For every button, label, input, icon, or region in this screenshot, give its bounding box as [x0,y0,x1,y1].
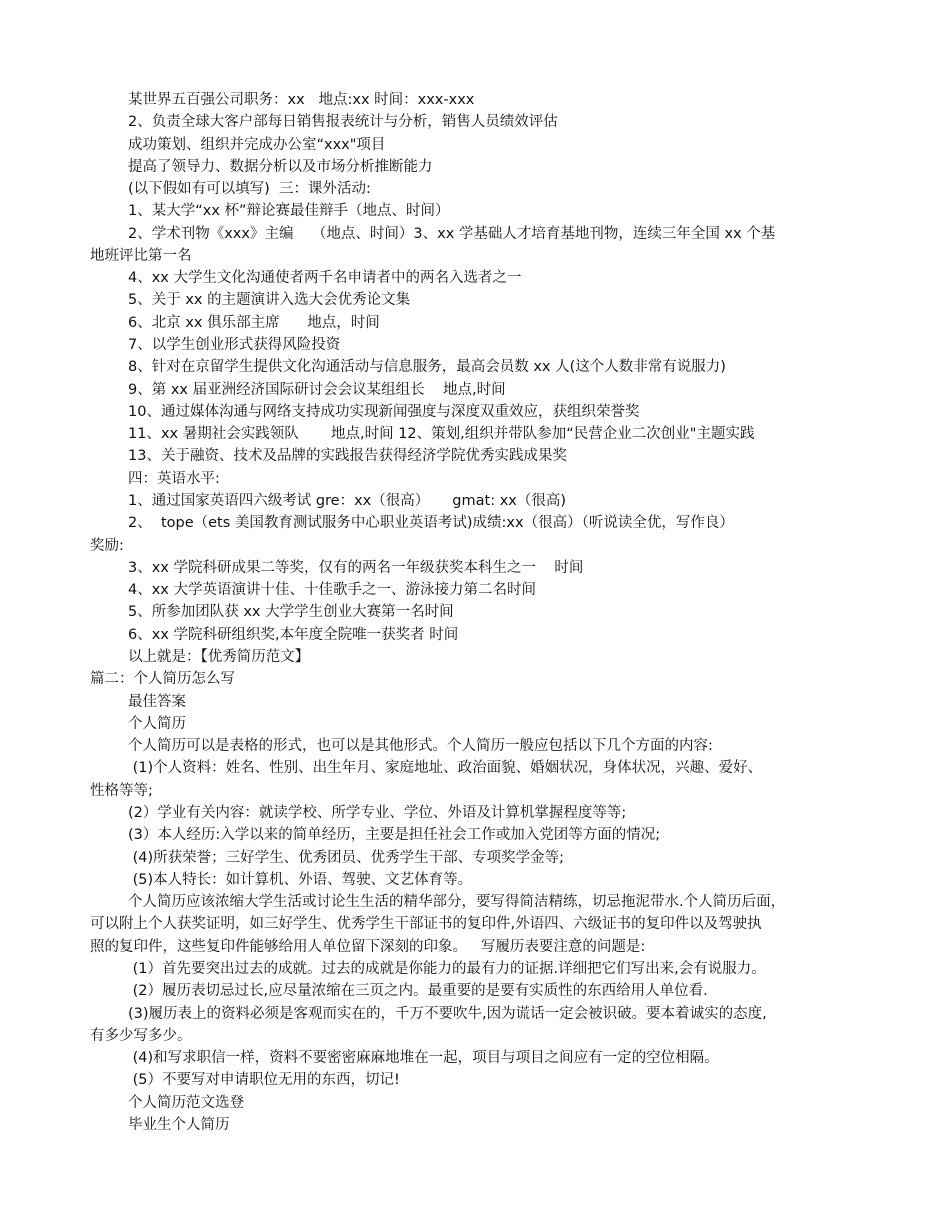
text-line: 11、xx 暑期社会实践领队 地点,时间 12、策划,组织并带队参加“民营企业二次创业"主题实践 [128,426,755,442]
text-line: (1)个人资料：姓名、性别、出生年月、家庭地址、政治面貌、婚姻状况，身体状况，兴趣、爱好、 [128,760,763,776]
text-line: 1、某大学“xx 杯”辩论赛最佳辩手（地点、时间） [128,203,450,219]
text-line: 9、第 xx 届亚洲经济国际研讨会会议某组组长 地点,时间 [128,382,506,398]
text-line: (5）不要写对申请职位无用的东西，切记! [128,1072,400,1088]
text-line: 最佳答案 [128,694,186,710]
text-line: (5)本人特长：如计算机、外语、驾驶、文艺体育等。 [128,872,473,888]
text-line: 2、负责全球大客户部每日销售报表统计与分析，销售人员绩效评估 [128,114,558,130]
text-line: 6、xx 学院科研组织奖,本年度全院唯一获奖者 时间 [128,627,459,643]
text-line: 四：英语水平: [128,471,220,487]
text-line: 照的复印件，这些复印件能够给用人单位留下深刻的印象。 写履历表要注意的问题是: [90,939,646,955]
section-heading: 篇二：个人简历怎么写 [90,671,235,687]
text-line: 个人简历应该浓缩大学生活或讨论生生活的精华部分，要写得简洁精练，切忌拖泥带水.个人简历后面， [128,894,786,910]
text-line: 1、通过国家英语四六级考试 gre：xx（很高） gmat: xx（很高) [128,493,567,509]
text-line: 2、 tope（ets 美国教育测试服务中心职业英语考试)成绩:xx（很高）（听说读全优，写作良） [128,515,734,531]
text-line: (4)所获荣誉；三好学生、优秀团员、优秀学生干部、专项奖学金等; [128,850,565,866]
text-line: 5、所参加团队获 xx 大学学生创业大赛第一名时间 [128,604,454,620]
text-line: 可以附上个人获奖证明，如三好学生、优秀学生干部证书的复印件,外语四、六级证书的复印件以及驾驶执 [90,916,762,932]
text-line: (3）本人经历:入学以来的简单经历，主要是担任社会工作或加入党团等方面的情况; [128,827,661,843]
text-line: (4)和写求职信一样，资料不要密密麻麻地堆在一起，项目与项目之间应有一定的空位相隔。 [128,1050,719,1066]
text-line: 3、xx 学院科研成果二等奖，仅有的两名一年级获奖本科生之一 时间 [128,560,584,576]
text-line: 7、以学生创业形式获得风险投资 [128,337,341,353]
text-line: 13、关于融资、技术及品牌的实践报告获得经济学院优秀实践成果奖 [128,448,567,464]
text-line: 以上就是：【优秀简历范文】 [128,649,310,665]
text-line: (2）履历表切忌过长,应尽量浓缩在三页之内。最重要的是要有实质性的东西给用人单位看. [128,983,708,999]
text-line: 4、xx 大学生文化沟通使者两千名申请者中的两名入选者之一 [128,270,522,286]
text-line: 个人简历可以是表格的形式，也可以是其他形式。个人简历一般应包括以下几个方面的内容: [128,738,713,754]
text-line: (1）首先要突出过去的成就。过去的成就是你能力的最有力的证据.详细把它们写出来,会有说服力。 [128,961,766,977]
text-line: 成功策划、组织并完成办公室“xxx"项目 [128,137,386,153]
text-line: 4、xx 大学英语演讲十佳、十佳歌手之一、游泳接力第二名时间 [128,582,536,598]
text-line: (2）学业有关内容：就读学校、所学专业、学位、外语及计算机掌握程度等等; [128,805,627,821]
text-line: 奖励: [90,538,124,554]
text-line: 毕业生个人简历 [128,1117,230,1133]
text-line: 8、针对在京留学生提供文化沟通活动与信息服务，最高会员数 xx 人(这个人数非常有说服力) [128,359,726,375]
text-line: 性格等等; [90,783,153,799]
text-line: 5、关于 xx 的主题演讲入选大会优秀论文集 [128,292,411,308]
text-line: 某世界五百强公司职务：xx 地点:xx 时间：xxx-xxx [128,92,475,108]
text-line: 提高了领导力、数据分析以及市场分析推断能力 [128,159,433,175]
text-line: 地班评比第一名 [90,248,192,264]
text-line: (3)履历表上的资料必须是客观而实在的，千万不要吹牛,因为谎话一定会被识破。要本着诚实的态度, [128,1006,767,1022]
text-line: 个人简历 [128,716,186,732]
text-line: 10、通过媒体沟通与网络支持成功实现新闻强度与深度双重效应，获组织荣誉奖 [128,404,640,420]
text-line: (以下假如有可以填写) 三：课外活动: [128,181,371,197]
text-line: 有多少写多少。 [90,1028,192,1044]
text-line: 6、北京 xx 俱乐部主席 地点，时间 [128,315,380,331]
text-line: 2、学术刊物《xxx》主编 （地点、时间）3、xx 学基础人才培育基地刊物，连续三年全国 xx 个基 [128,226,776,242]
text-line: 个人简历范文选登 [128,1095,244,1111]
